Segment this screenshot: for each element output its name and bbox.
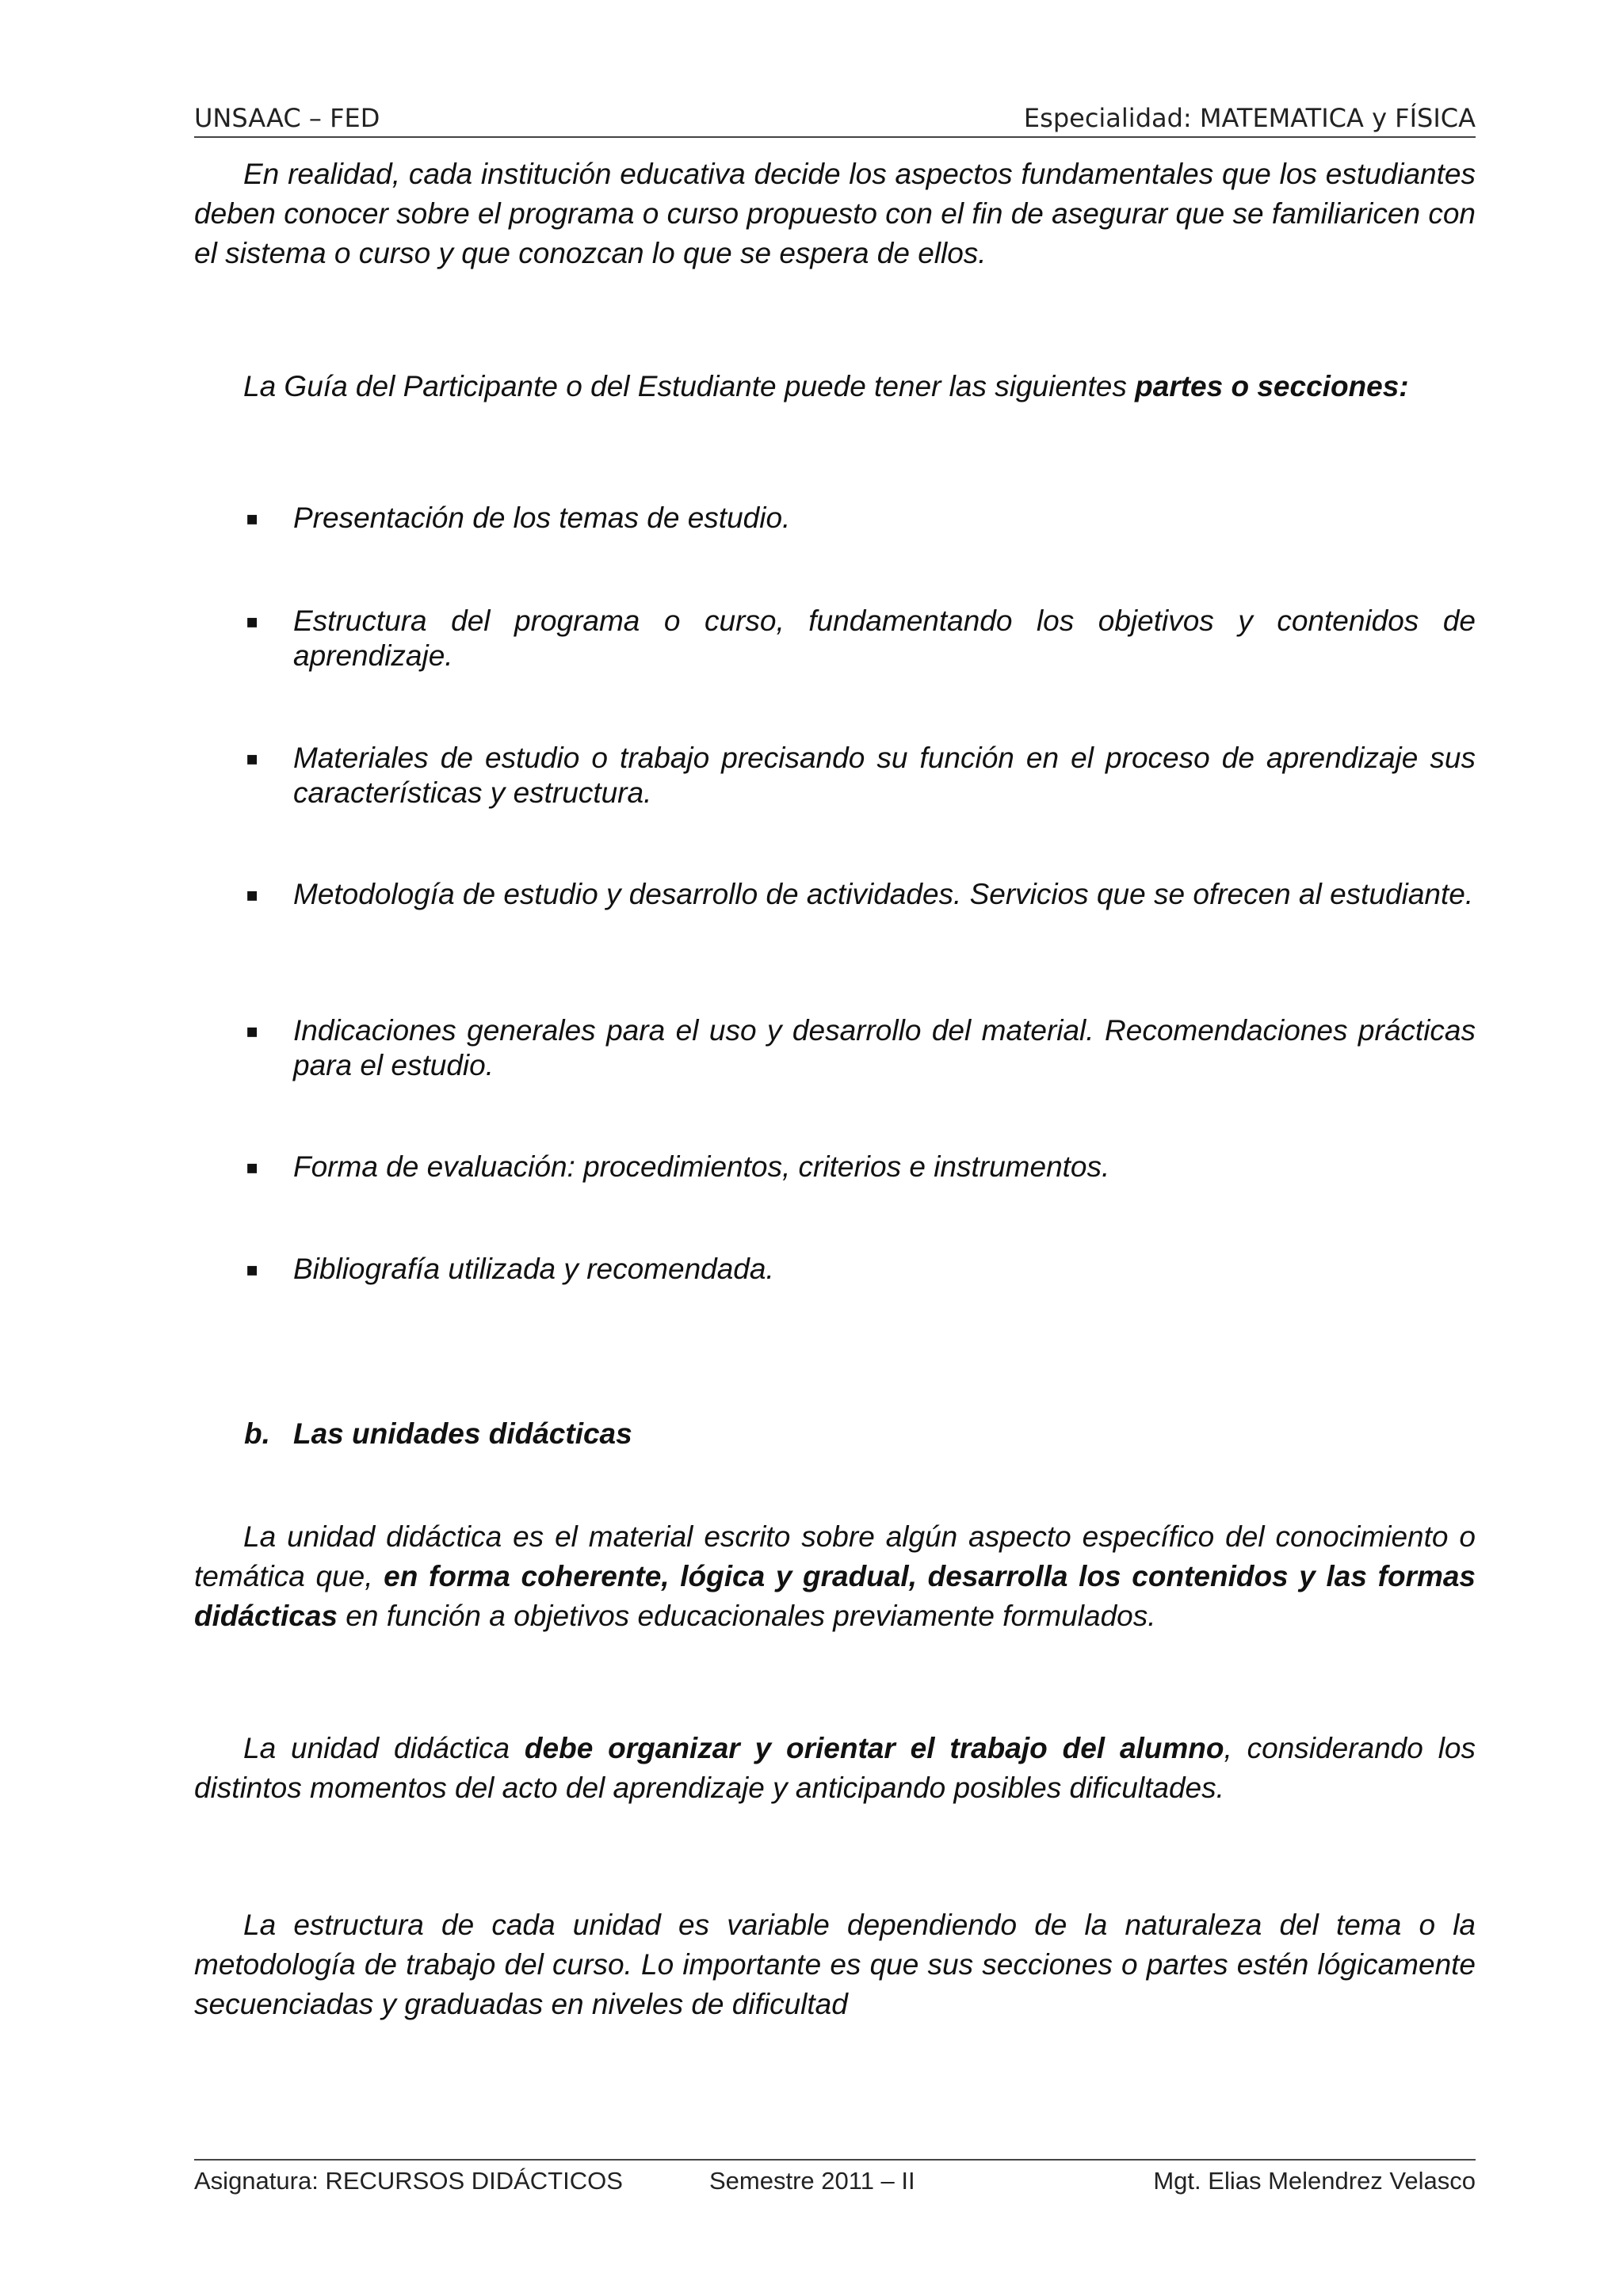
unit-paragraph-1 [194,1517,1476,1636]
bullet-marker: ▪ [246,747,259,769]
page-header [194,93,1476,133]
unit-paragraph-3: La estructura de cada unidad es variable dependiendo de la naturaleza del tema o la metodología de trabajo del curso. Lo importante es que sus secciones o partes estén lógicamente secuenciadas y graduadas en niveles de dificultad [194,1909,1476,2020]
intro-paragraph: En realidad, cada institución educativa decide los aspectos fundamentales que los estudiantes deben conocer sobre el programa o curso propuesto con el fin de asegurar que se familiaricen con el sistema o curso y que conozcan lo que se espera de ellos. [194,158,1476,269]
list-item: Presentación de los temas de estudio. [293,502,791,534]
list-item: Forma de evaluación: procedimientos, criterios e instrumentos. [293,1150,1110,1183]
unit-paragraph-1-end: en función a objetivos educacionales previamente formulados. [337,1600,1156,1632]
guide-sentence [194,367,1476,406]
unit-paragraph-2-text: La unidad didáctica [243,1732,525,1764]
header-specialty: Especialidad: MATEMATICA y FÍSICA [1023,103,1476,133]
list-item: Materiales de estudio o trabajo precisando su función en el proceso de aprendizaje sus características y estructura. [293,742,1476,809]
footer-semester: Semestre 2011 – II [709,2167,915,2195]
unit-paragraph-2 [194,1729,1476,1808]
header-institution: UNSAAC – FED [194,103,380,133]
unit-paragraph-2-bold: debe organizar y orientar el trabajo del alumno [524,1732,1224,1764]
unit-paragraph-2-end: , considerando los distintos momentos del acto del aprendizaje y anticipando posibles dificultades. [194,1732,1476,1804]
bullet-marker: ▪ [246,1020,259,1042]
unit-paragraph-1-bold: en forma coherente, lógica y gradual, desarrolla los contenidos y las formas didácticas [194,1560,1476,1632]
unit-paragraph-1-text: La unidad didáctica es el material escrito sobre algún aspecto específico del conocimiento o temática que, [194,1520,1476,1592]
list-item: Metodología de estudio y desarrollo de actividades. Servicios que se ofrecen al estudiante. [293,878,1474,910]
list-item: Indicaciones generales para el uso y desarrollo del material. Recomendaciones prácticas para el estudio. [293,1014,1476,1081]
bullet-marker: ▪ [246,1156,259,1178]
bullet-marker: ▪ [246,610,259,632]
bullet-marker: ▪ [246,1258,259,1280]
footer-course: Asignatura: RECURSOS DIDÁCTICOS [194,2167,623,2195]
list-item: Estructura del programa o curso, fundamentando los objetivos y contenidos de aprendizaje. [293,605,1476,672]
section-heading-title: Las unidades didácticas [293,1417,632,1450]
guide-sentence-bold: partes o secciones: [1135,370,1409,402]
list-item: Bibliografía utilizada y recomendada. [293,1253,774,1285]
header-rule [194,136,1476,138]
guide-sentence-text: La Guía del Participante o del Estudiante puede tener las siguientes [243,370,1136,402]
section-heading-letter: b. [244,1417,270,1450]
footer-author: Mgt. Elias Melendrez Velasco [1153,2167,1476,2195]
section-heading [244,1414,1354,1454]
footer-rule [194,2159,1476,2161]
bullet-marker: ▪ [246,883,259,906]
bullet-marker: ▪ [246,507,259,529]
